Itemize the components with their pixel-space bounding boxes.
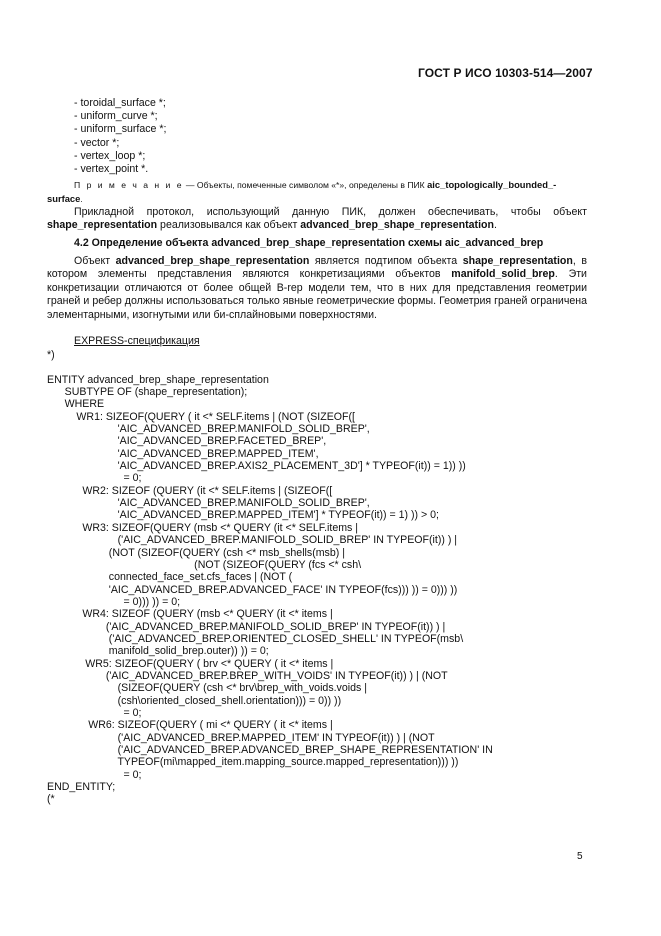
- list-item: - vertex_point *.: [74, 163, 166, 176]
- entity-list: [74, 97, 166, 176]
- paragraph-text: , в котором элементы представления являются конкретизациями объектов: [47, 255, 587, 281]
- paragraph-text: является подтипом объекта: [309, 255, 463, 267]
- entity-name: shape_representation: [462, 255, 573, 267]
- list-item: - uniform_surface *;: [74, 123, 166, 136]
- note-label: П р и м е ч а н и е: [74, 180, 184, 190]
- paragraph-text: реализовывался как объект: [157, 219, 301, 232]
- paragraph-definition: [47, 255, 587, 322]
- note-schema: aic_topologically_bounded_-surface: [47, 179, 557, 204]
- section-heading: 4.2 Определение объекта advanced_brep_shape_representation схемы aic_advanced_brep: [74, 237, 544, 249]
- page-number: 5: [577, 851, 583, 862]
- list-item: - vertex_loop *;: [74, 150, 166, 163]
- note-text: — Объекты, помеченные символом «*», определены в ПИК: [183, 180, 428, 190]
- paragraph-text: Прикладной протокол, использующий данную ПИК, должен обеспечивать, чтобы объект: [74, 206, 587, 218]
- paragraph-text: Объект: [74, 255, 116, 267]
- entity-name: shape_representation: [47, 219, 158, 232]
- entity-name: advanced_brep_shape_representation: [115, 255, 310, 267]
- note-end: .: [80, 194, 83, 204]
- paragraph-protocol: [47, 206, 587, 233]
- express-code-block: *) ENTITY advanced_brep_shape_representation SUBTYPE OF (shape_representation); WHERE WR1: SIZEOF(QUERY ( it <* SELF.items | (NOT (SIZEOF([ 'AIC_ADVANCED_BREP.MANIFOLD_SOLID_BREP', 'AIC_ADVANCED_BREP.FACETED_BREP', 'AIC_ADVANCED_BREP.MAPPED_ITEM', 'AIC_ADVANCED_BREP.AXIS2_PLACEMENT_3D'] * TYPEOF(it)) = 1)) )) = 0; WR2: SIZEOF (QUERY (it <* SELF.items | (SIZEOF([ 'AIC_ADVANCED_BREP.MANIFOLD_SOLID_BREP', 'AIC_ADVANCED_BREP.MAPPED_ITEM'] * TYPEOF(it)) = 1) )) > 0; WR3: SIZEOF(QUERY (msb <* QUERY (it <* SELF.items | ('AIC_ADVANCED_BREP.MANIFOLD_SOLID_BREP' IN TYPEOF(it)) ) | (NOT (SIZEOF(QUERY (csh <* msb_shells(msb) | (NOT (SIZEOF(QUERY (fcs <* csh\ connected_face_set.cfs_faces | (NOT ( 'AIC_ADVANCED_BREP.ADVANCED_FACE' IN TYPEOF(fcs))) )) = 0))) )) = 0))) )) = 0; WR4: SIZEOF (QUERY (msb <* QUERY (it <* items | ('AIC_ADVANCED_BREP.MANIFOLD_SOLID_BREP' IN TYPEOF(it)) ) | ('AIC_ADVANCED_BREP.ORIENTED_CLOSED_SHELL' IN TYPEOF(msb\ manifold_solid_brep.outer)) )) = 0; WR5: SIZEOF(QUERY ( brv <* QUERY ( it <* items | ('AIC_ADVANCED_BREP.BREP_WITH_VOIDS' IN TYPEOF(it)) ) | (NOT (SIZEOF(QUERY (csh <* brv\brep_with_voids.voids | (csh\oriented_closed_shell.orientation))) = 0)) )) = 0; WR6: SIZEOF(QUERY ( mi <* QUERY ( it <* items | ('AIC_ADVANCED_BREP.MAPPED_ITEM' IN TYPEOF(it)) ) | (NOT ('AIC_ADVANCED_BREP.ADVANCED_BREP_SHAPE_REPRESENTATION' IN TYPEOF(mi\mapped_item.mapping_source.mapped_representation))) )) = 0; END_ENTITY; (*: [47, 349, 493, 806]
- note: [47, 178, 587, 206]
- express-spec-title: EXPRESS-спецификация: [74, 335, 200, 347]
- list-item: - uniform_curve *;: [74, 110, 166, 123]
- document-header: ГОСТ Р ИСО 10303-514—2007: [418, 66, 593, 80]
- entity-name: advanced_brep_shape_representation: [300, 219, 494, 232]
- list-item: - vector *;: [74, 137, 166, 150]
- entity-name: manifold_solid_brep: [451, 268, 555, 281]
- list-item: - toroidal_surface *;: [74, 97, 166, 110]
- paragraph-text: .: [493, 219, 497, 232]
- paragraph-text: . Эти конкретизации отличаются от более общей B-rep модели тем, что в них для представления геометрии граней и ребер должны использоваться только явные геометрические формы. Геометрия граней ограничена элементарными, изогнутыми или би-сплайновыми поверхностями.: [47, 268, 587, 321]
